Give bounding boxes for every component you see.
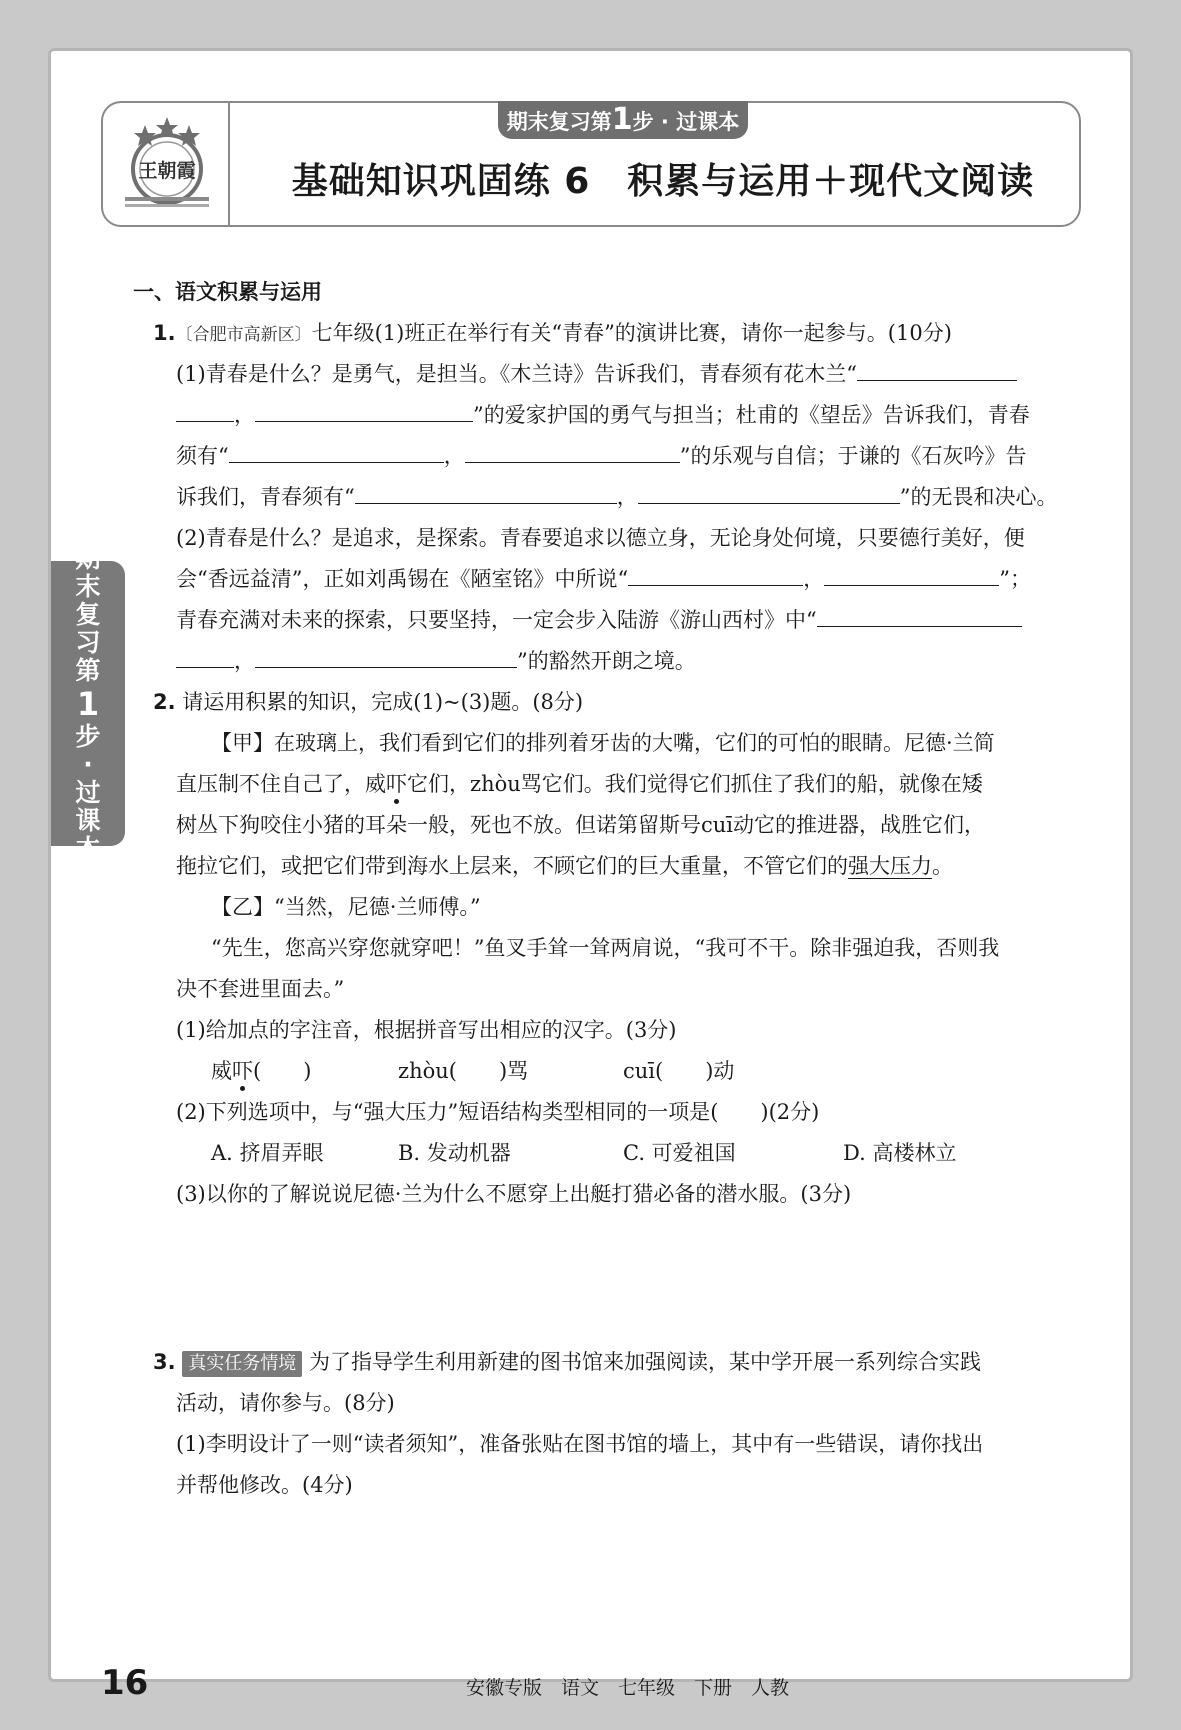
pinyin-item-1: 威吓( ) bbox=[211, 1059, 312, 1083]
side-tab: 期 末 复 习 第 1 步 · 过 课 本 bbox=[51, 561, 125, 846]
passage-yi-line2: “先生，您高兴穿您就穿吧！”鱼叉手耸一耸两肩说，“我可不干。除非强迫我，否则我 bbox=[211, 936, 1000, 960]
option-a: A. 挤眉弄眼 bbox=[211, 1141, 324, 1165]
question-1-stem: 1.〔合肥市高新区〕七年级(1)班正在举行有关“青春”的演讲比赛，请你一起参与。(10分) bbox=[153, 321, 952, 345]
passage-jia-line2: 直压制不住自己了，威吓它们，zhòu骂它们。我们觉得它们抓住了我们的船，就像在矮 bbox=[176, 772, 983, 796]
q2-sub1: (1)给加点的字注音，根据拼音写出相应的汉字。(3分) bbox=[176, 1018, 677, 1042]
pinyin-item-2: zhòu( )骂 bbox=[398, 1059, 529, 1083]
passage-yi-line3: 决不套进里面去。” bbox=[176, 977, 345, 1001]
pinyin-item-3: cuī( )动 bbox=[623, 1059, 735, 1083]
q1-part2-line1: (2)青春是什么？是追求，是探索。青春要追求以德立身，无论身处何境，只要德行美好，便 bbox=[176, 526, 1025, 550]
logo-divider bbox=[228, 103, 230, 225]
publisher-logo bbox=[117, 113, 217, 213]
q1-part2-line2: 会“香远益清”，正如刘禹锡在《陋室铭》中所说“ ， ”； bbox=[176, 567, 1031, 591]
option-d: D. 高楼林立 bbox=[843, 1141, 957, 1165]
passage-yi-line1: 【乙】“当然，尼德·兰师傅。” bbox=[211, 895, 481, 919]
passage-jia-line1: 【甲】在玻璃上，我们看到它们的排列着牙齿的大嘴，它们的可怕的眼睛。尼德·兰简 bbox=[211, 731, 995, 755]
q3-stem-line2: 活动，请你参与。(8分) bbox=[176, 1391, 395, 1415]
q1-part2-line3: 青春充满对未来的探索，只要坚持，一定会步入陆游《游山西村》中“ bbox=[176, 604, 1022, 634]
q1-part1-line1: (1)青春是什么？是勇气，是担当。《木兰诗》告诉我们，青春须有花木兰“ bbox=[176, 358, 1017, 388]
page-number: 16 bbox=[101, 1663, 149, 1703]
section-title: 一、语文积累与运用 bbox=[133, 280, 322, 304]
step-tab: 期末复习第1步 · 过课本 bbox=[498, 101, 748, 139]
page-title: 基础知识巩固练 6 积累与运用＋现代文阅读 bbox=[291, 161, 1035, 202]
q1-part1-line3: 须有“ ， ”的乐观与自信；于谦的《石灰吟》告 bbox=[176, 444, 1027, 468]
q1-part2-line4: ， ”的豁然开朗之境。 bbox=[176, 645, 696, 675]
q1-part1-line4: 诉我们，青春须有“ ， ”的无畏和决心。 bbox=[176, 485, 1058, 509]
svg-text:王朝霞: 王朝霞 bbox=[138, 160, 196, 182]
passage-jia-line4: 拖拉它们，或把它们带到海水上层来，不顾它们的巨大重量，不管它们的强大压力。 bbox=[176, 854, 953, 878]
option-c: C. 可爱祖国 bbox=[623, 1141, 736, 1165]
option-b: B. 发动机器 bbox=[398, 1141, 511, 1165]
q2-sub2: (2)下列选项中，与“强大压力”短语结构类型相同的一项是( )(2分) bbox=[176, 1100, 820, 1124]
page bbox=[48, 48, 1133, 1703]
question-2-stem: 2. 请运用积累的知识，完成(1)~(3)题。(8分) bbox=[153, 690, 584, 714]
q2-sub3: (3)以你的了解说说尼德·兰为什么不愿穿上出艇打猎必备的潜水服。(3分) bbox=[176, 1182, 852, 1206]
q1-part1-line2: ， ”的爱家护国的勇气与担当；杜甫的《望岳》告诉我们，青春 bbox=[176, 399, 1030, 429]
header-banner bbox=[101, 101, 1081, 227]
passage-jia-line3: 树丛下狗咬住小猪的耳朵一般，死也不放。但诺第留斯号cuī动它的推进器，战胜它们， bbox=[176, 813, 985, 837]
task-badge: 真实任务情境 bbox=[182, 1351, 302, 1377]
footer-info: 安徽专版 语文 七年级 下册 人教 bbox=[466, 1677, 790, 1699]
question-3-stem: 3. 真实任务情境 为了指导学生利用新建的图书馆来加强阅读，某中学开展一系列综合实践 bbox=[153, 1346, 981, 1377]
q3-sub1-line2: 并帮他修改。(4分) bbox=[176, 1473, 353, 1497]
q3-sub1-line1: (1)李明设计了一则“读者须知”，准备张贴在图书馆的墙上，其中有一些错误，请你找出 bbox=[176, 1432, 984, 1456]
